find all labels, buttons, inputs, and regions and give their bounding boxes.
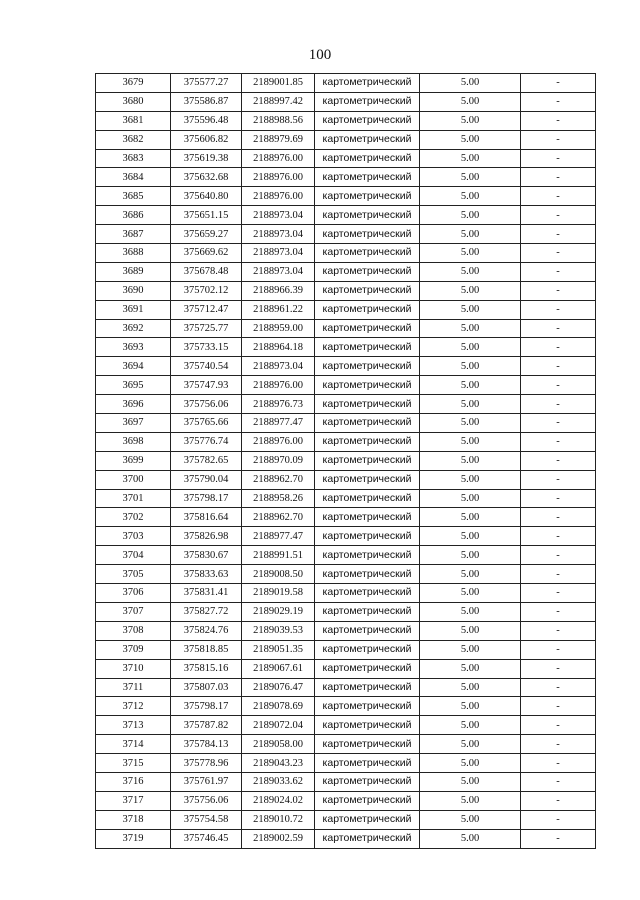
y-coordinate-cell: 2189019.58 [242,584,315,603]
y-coordinate-cell: 2188976.00 [242,432,315,451]
accuracy-cell: 5.00 [420,338,521,357]
point-number-cell: 3713 [96,716,171,735]
method-cell: картометрический [315,357,420,376]
x-coordinate-cell: 375826.98 [171,527,242,546]
x-coordinate-cell: 375831.41 [171,584,242,603]
x-coordinate-cell: 375733.15 [171,338,242,357]
y-coordinate-cell: 2188962.70 [242,470,315,489]
x-coordinate-cell: 375596.48 [171,111,242,130]
accuracy-cell: 5.00 [420,206,521,225]
table-row [96,565,596,584]
note-cell: - [521,489,596,508]
y-coordinate-cell: 2188973.04 [242,244,315,263]
note-cell: - [521,716,596,735]
y-coordinate-cell: 2188979.69 [242,130,315,149]
x-coordinate-cell: 375830.67 [171,546,242,565]
note-cell: - [521,640,596,659]
note-cell: - [521,92,596,111]
y-coordinate-cell: 2189024.02 [242,791,315,810]
accuracy-cell: 5.00 [420,659,521,678]
method-cell: картометрический [315,414,420,433]
note-cell: - [521,225,596,244]
table-row [96,338,596,357]
point-number-cell: 3719 [96,829,171,848]
accuracy-cell: 5.00 [420,716,521,735]
accuracy-cell: 5.00 [420,621,521,640]
x-coordinate-cell: 375778.96 [171,754,242,773]
method-cell: картометрический [315,432,420,451]
table-row [96,225,596,244]
point-number-cell: 3716 [96,772,171,791]
accuracy-cell: 5.00 [420,74,521,93]
x-coordinate-cell: 375798.17 [171,489,242,508]
point-number-cell: 3718 [96,810,171,829]
x-coordinate-cell: 375702.12 [171,281,242,300]
accuracy-cell: 5.00 [420,735,521,754]
method-cell: картометрический [315,527,420,546]
x-coordinate-cell: 375619.38 [171,149,242,168]
method-cell: картометрический [315,678,420,697]
table-row [96,772,596,791]
x-coordinate-cell: 375586.87 [171,92,242,111]
y-coordinate-cell: 2188973.04 [242,262,315,281]
x-coordinate-cell: 375782.65 [171,451,242,470]
method-cell: картометрический [315,489,420,508]
y-coordinate-cell: 2189001.85 [242,74,315,93]
point-number-cell: 3682 [96,130,171,149]
y-coordinate-cell: 2188976.00 [242,187,315,206]
method-cell: картометрический [315,697,420,716]
point-number-cell: 3694 [96,357,171,376]
table-row [96,149,596,168]
method-cell: картометрический [315,829,420,848]
accuracy-cell: 5.00 [420,319,521,338]
point-number-cell: 3712 [96,697,171,716]
accuracy-cell: 5.00 [420,149,521,168]
table-row [96,92,596,111]
point-number-cell: 3690 [96,281,171,300]
point-number-cell: 3702 [96,508,171,527]
note-cell: - [521,206,596,225]
table-row [96,527,596,546]
accuracy-cell: 5.00 [420,565,521,584]
x-coordinate-cell: 375833.63 [171,565,242,584]
y-coordinate-cell: 2189002.59 [242,829,315,848]
method-cell: картометрический [315,735,420,754]
method-cell: картометрический [315,262,420,281]
accuracy-cell: 5.00 [420,602,521,621]
note-cell: - [521,262,596,281]
note-cell: - [521,584,596,603]
point-number-cell: 3684 [96,168,171,187]
note-cell: - [521,338,596,357]
method-cell: картометрический [315,508,420,527]
accuracy-cell: 5.00 [420,225,521,244]
table-row [96,451,596,470]
point-number-cell: 3706 [96,584,171,603]
table-row [96,74,596,93]
y-coordinate-cell: 2189039.53 [242,621,315,640]
accuracy-cell: 5.00 [420,697,521,716]
y-coordinate-cell: 2189008.50 [242,565,315,584]
x-coordinate-cell: 375651.15 [171,206,242,225]
y-coordinate-cell: 2189078.69 [242,697,315,716]
note-cell: - [521,527,596,546]
note-cell: - [521,395,596,414]
note-cell: - [521,432,596,451]
y-coordinate-cell: 2188973.04 [242,206,315,225]
table-row [96,432,596,451]
note-cell: - [521,659,596,678]
x-coordinate-cell: 375746.45 [171,829,242,848]
point-number-cell: 3711 [96,678,171,697]
table-row [96,489,596,508]
x-coordinate-cell: 375678.48 [171,262,242,281]
x-coordinate-cell: 375669.62 [171,244,242,263]
method-cell: картометрический [315,602,420,621]
y-coordinate-cell: 2188991.51 [242,546,315,565]
x-coordinate-cell: 375765.66 [171,414,242,433]
point-number-cell: 3701 [96,489,171,508]
x-coordinate-cell: 375784.13 [171,735,242,754]
note-cell: - [521,810,596,829]
y-coordinate-cell: 2188961.22 [242,300,315,319]
point-number-cell: 3707 [96,602,171,621]
x-coordinate-cell: 375815.16 [171,659,242,678]
point-number-cell: 3710 [96,659,171,678]
x-coordinate-cell: 375756.06 [171,395,242,414]
table-row [96,791,596,810]
accuracy-cell: 5.00 [420,111,521,130]
note-cell: - [521,602,596,621]
point-number-cell: 3683 [96,149,171,168]
table-row [96,470,596,489]
note-cell: - [521,565,596,584]
table-row [96,206,596,225]
accuracy-cell: 5.00 [420,640,521,659]
accuracy-cell: 5.00 [420,92,521,111]
y-coordinate-cell: 2188964.18 [242,338,315,357]
point-number-cell: 3689 [96,262,171,281]
x-coordinate-cell: 375790.04 [171,470,242,489]
accuracy-cell: 5.00 [420,470,521,489]
accuracy-cell: 5.00 [420,772,521,791]
table-row [96,659,596,678]
x-coordinate-cell: 375807.03 [171,678,242,697]
note-cell: - [521,508,596,527]
note-cell: - [521,678,596,697]
point-number-cell: 3696 [96,395,171,414]
method-cell: картометрический [315,791,420,810]
method-cell: картометрический [315,376,420,395]
note-cell: - [521,281,596,300]
note-cell: - [521,319,596,338]
x-coordinate-cell: 375798.17 [171,697,242,716]
note-cell: - [521,754,596,773]
method-cell: картометрический [315,92,420,111]
point-number-cell: 3692 [96,319,171,338]
accuracy-cell: 5.00 [420,527,521,546]
accuracy-cell: 5.00 [420,187,521,206]
y-coordinate-cell: 2188976.00 [242,149,315,168]
point-number-cell: 3697 [96,414,171,433]
table-row [96,754,596,773]
y-coordinate-cell: 2188959.00 [242,319,315,338]
y-coordinate-cell: 2189072.04 [242,716,315,735]
method-cell: картометрический [315,74,420,93]
note-cell: - [521,451,596,470]
x-coordinate-cell: 375827.72 [171,602,242,621]
y-coordinate-cell: 2188958.26 [242,489,315,508]
note-cell: - [521,621,596,640]
y-coordinate-cell: 2189058.00 [242,735,315,754]
accuracy-cell: 5.00 [420,130,521,149]
accuracy-cell: 5.00 [420,376,521,395]
y-coordinate-cell: 2189029.19 [242,602,315,621]
x-coordinate-cell: 375725.77 [171,319,242,338]
note-cell: - [521,244,596,263]
y-coordinate-cell: 2188976.00 [242,168,315,187]
point-number-cell: 3693 [96,338,171,357]
method-cell: картометрический [315,319,420,338]
method-cell: картометрический [315,584,420,603]
method-cell: картометрический [315,300,420,319]
x-coordinate-cell: 375632.68 [171,168,242,187]
note-cell: - [521,357,596,376]
y-coordinate-cell: 2188973.04 [242,225,315,244]
x-coordinate-cell: 375747.93 [171,376,242,395]
x-coordinate-cell: 375659.27 [171,225,242,244]
point-number-cell: 3688 [96,244,171,263]
accuracy-cell: 5.00 [420,508,521,527]
y-coordinate-cell: 2189067.61 [242,659,315,678]
point-number-cell: 3699 [96,451,171,470]
table-row [96,300,596,319]
accuracy-cell: 5.00 [420,262,521,281]
method-cell: картометрический [315,640,420,659]
table-row [96,621,596,640]
table-row [96,168,596,187]
y-coordinate-cell: 2188966.39 [242,281,315,300]
table-row [96,244,596,263]
table-row [96,281,596,300]
accuracy-cell: 5.00 [420,432,521,451]
y-coordinate-cell: 2189010.72 [242,810,315,829]
note-cell: - [521,414,596,433]
note-cell: - [521,74,596,93]
accuracy-cell: 5.00 [420,829,521,848]
method-cell: картометрический [315,149,420,168]
table-row [96,810,596,829]
note-cell: - [521,376,596,395]
point-number-cell: 3679 [96,74,171,93]
accuracy-cell: 5.00 [420,451,521,470]
method-cell: картометрический [315,244,420,263]
table-row [96,111,596,130]
accuracy-cell: 5.00 [420,300,521,319]
method-cell: картометрический [315,754,420,773]
method-cell: картометрический [315,716,420,735]
x-coordinate-cell: 375577.27 [171,74,242,93]
point-number-cell: 3698 [96,432,171,451]
x-coordinate-cell: 375787.82 [171,716,242,735]
y-coordinate-cell: 2189033.62 [242,772,315,791]
table-row [96,697,596,716]
table-row [96,678,596,697]
method-cell: картометрический [315,111,420,130]
x-coordinate-cell: 375640.80 [171,187,242,206]
accuracy-cell: 5.00 [420,584,521,603]
method-cell: картометрический [315,338,420,357]
x-coordinate-cell: 375824.76 [171,621,242,640]
x-coordinate-cell: 375816.64 [171,508,242,527]
accuracy-cell: 5.00 [420,244,521,263]
y-coordinate-cell: 2188976.00 [242,376,315,395]
note-cell: - [521,168,596,187]
page-number: 100 [308,47,332,63]
point-number-cell: 3717 [96,791,171,810]
table-row [96,829,596,848]
table-row [96,546,596,565]
x-coordinate-cell: 375776.74 [171,432,242,451]
note-cell: - [521,697,596,716]
note-cell: - [521,735,596,754]
point-number-cell: 3709 [96,640,171,659]
coordinates-table-body [96,74,596,849]
point-number-cell: 3686 [96,206,171,225]
point-number-cell: 3703 [96,527,171,546]
table-row [96,584,596,603]
method-cell: картометрический [315,810,420,829]
point-number-cell: 3700 [96,470,171,489]
y-coordinate-cell: 2188977.47 [242,414,315,433]
x-coordinate-cell: 375761.97 [171,772,242,791]
table-row [96,262,596,281]
accuracy-cell: 5.00 [420,546,521,565]
table-row [96,376,596,395]
table-row [96,508,596,527]
note-cell: - [521,149,596,168]
note-cell: - [521,470,596,489]
point-number-cell: 3681 [96,111,171,130]
note-cell: - [521,300,596,319]
accuracy-cell: 5.00 [420,791,521,810]
table-row [96,130,596,149]
accuracy-cell: 5.00 [420,678,521,697]
point-number-cell: 3691 [96,300,171,319]
table-row [96,735,596,754]
y-coordinate-cell: 2188997.42 [242,92,315,111]
point-number-cell: 3685 [96,187,171,206]
accuracy-cell: 5.00 [420,168,521,187]
y-coordinate-cell: 2188962.70 [242,508,315,527]
accuracy-cell: 5.00 [420,357,521,376]
method-cell: картометрический [315,281,420,300]
method-cell: картометрический [315,187,420,206]
point-number-cell: 3705 [96,565,171,584]
table-row [96,640,596,659]
y-coordinate-cell: 2189043.23 [242,754,315,773]
point-number-cell: 3695 [96,376,171,395]
x-coordinate-cell: 375712.47 [171,300,242,319]
accuracy-cell: 5.00 [420,810,521,829]
accuracy-cell: 5.00 [420,489,521,508]
method-cell: картометрический [315,772,420,791]
method-cell: картометрический [315,395,420,414]
y-coordinate-cell: 2188977.47 [242,527,315,546]
point-number-cell: 3680 [96,92,171,111]
x-coordinate-cell: 375818.85 [171,640,242,659]
accuracy-cell: 5.00 [420,414,521,433]
note-cell: - [521,772,596,791]
x-coordinate-cell: 375740.54 [171,357,242,376]
point-number-cell: 3687 [96,225,171,244]
table-row [96,395,596,414]
note-cell: - [521,546,596,565]
note-cell: - [521,111,596,130]
note-cell: - [521,187,596,206]
note-cell: - [521,829,596,848]
x-coordinate-cell: 375756.06 [171,791,242,810]
y-coordinate-cell: 2189076.47 [242,678,315,697]
x-coordinate-cell: 375754.58 [171,810,242,829]
method-cell: картометрический [315,225,420,244]
coordinates-table [95,73,596,849]
method-cell: картометрический [315,546,420,565]
method-cell: картометрический [315,451,420,470]
y-coordinate-cell: 2188973.04 [242,357,315,376]
point-number-cell: 3708 [96,621,171,640]
method-cell: картометрический [315,621,420,640]
table-row [96,414,596,433]
table-row [96,716,596,735]
y-coordinate-cell: 2188988.56 [242,111,315,130]
point-number-cell: 3704 [96,546,171,565]
accuracy-cell: 5.00 [420,754,521,773]
x-coordinate-cell: 375606.82 [171,130,242,149]
y-coordinate-cell: 2188976.73 [242,395,315,414]
table-row [96,602,596,621]
y-coordinate-cell: 2188970.09 [242,451,315,470]
note-cell: - [521,130,596,149]
method-cell: картометрический [315,659,420,678]
point-number-cell: 3715 [96,754,171,773]
method-cell: картометрический [315,168,420,187]
accuracy-cell: 5.00 [420,281,521,300]
method-cell: картометрический [315,565,420,584]
table-row [96,357,596,376]
note-cell: - [521,791,596,810]
accuracy-cell: 5.00 [420,395,521,414]
method-cell: картометрический [315,470,420,489]
y-coordinate-cell: 2189051.35 [242,640,315,659]
table-row [96,319,596,338]
table-row [96,187,596,206]
method-cell: картометрический [315,130,420,149]
method-cell: картометрический [315,206,420,225]
point-number-cell: 3714 [96,735,171,754]
